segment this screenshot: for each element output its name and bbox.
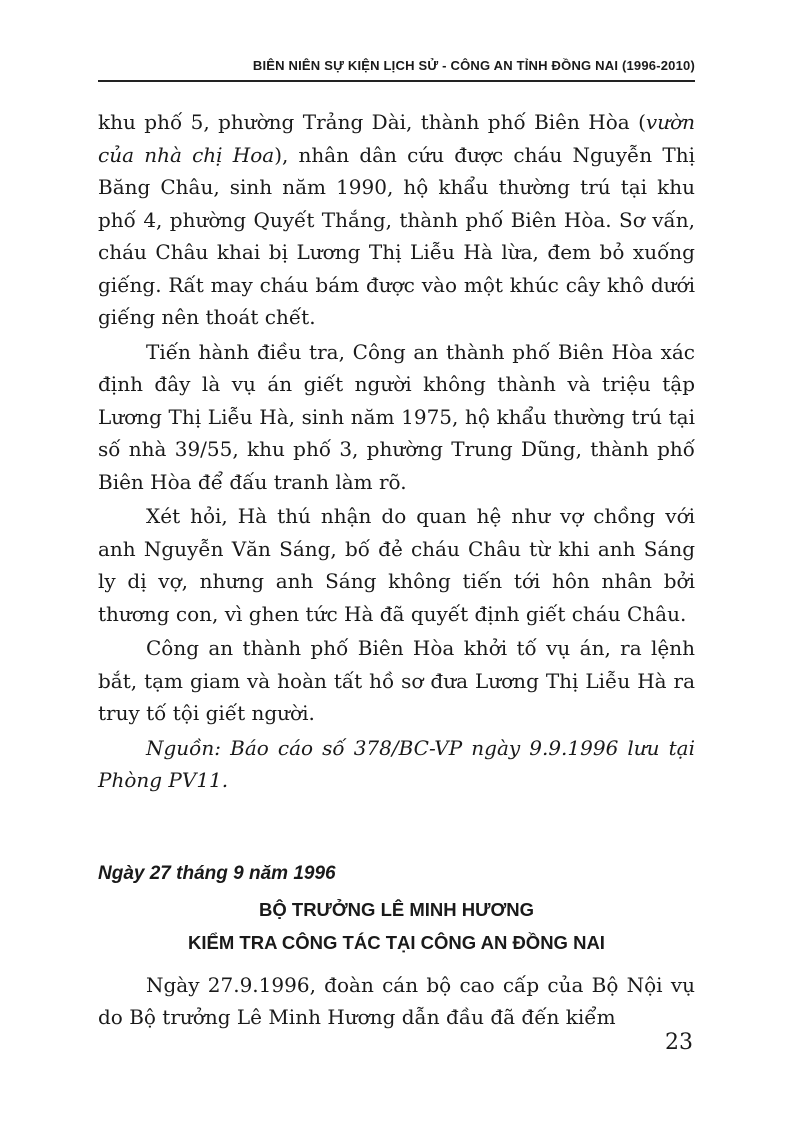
entry-title-line-2: KIỂM TRA CÔNG TÁC TẠI CÔNG AN ĐỒNG NAI bbox=[188, 931, 605, 953]
page-number: 23 bbox=[665, 1030, 693, 1055]
paragraph-interrogation: Xét hỏi, Hà thú nhận do quan hệ như vợ chồng với anh Nguyễn Văn Sáng, bố đẻ cháu Châu từ khi anh Sáng ly dị vợ, nhưng anh Sáng không tiến tới hôn nhân bởi thương con, vì ghen tức Hà đã quyết định giết cháu Châu. bbox=[98, 504, 695, 626]
paragraph-text: khu phố 5, phường Trảng Dài, thành phố Biên Hòa ( bbox=[98, 110, 646, 134]
paragraph-investigation: Tiến hành điều tra, Công an thành phố Biên Hòa xác định đây là vụ án giết người không thành và triệu tập Lương Thị Liễu Hà, sinh năm 1975, hộ khẩu thường trú tại số nhà 39/55, khu phố 3, phường Trung Dũng, thành phố Biên Hòa để đấu tranh làm rõ. bbox=[98, 339, 695, 494]
paragraph-italic-text: vườn của nhà chị Hoa bbox=[98, 110, 695, 167]
paragraph-continued bbox=[98, 106, 695, 334]
running-header: BIÊN NIÊN SỰ KIỆN LỊCH SỬ - CÔNG AN TỈNH ĐỒNG NAI (1996-2010) bbox=[252, 58, 695, 73]
page-body bbox=[98, 106, 695, 1034]
entry-title-line-1: BỘ TRƯỞNG LÊ MINH HƯƠNG bbox=[259, 898, 534, 920]
source-citation: Nguồn: Báo cáo số 378/BC-VP ngày 9.9.1996 lưu tại Phòng PV11. bbox=[98, 735, 695, 792]
paragraph-text: ), nhân dân cứu được cháu Nguyễn Thị Băng Châu, sinh năm 1990, hộ khẩu thường trú tại khu phố 4, phường Quyết Thắng, thành phố Biên Hòa. Sơ vấn, cháu Châu khai bị Lương Thị Liễu Hà lừa, đem bỏ xuống giếng. Rất may cháu bám được vào một khúc cây khô dưới giếng nên thoát chết. bbox=[98, 142, 695, 329]
header-divider bbox=[98, 80, 695, 82]
paragraph-entry-body: Ngày 27.9.1996, đoàn cán bộ cao cấp của Bộ Nội vụ do Bộ trưởng Lê Minh Hương dẫn đầu đã đến kiểm bbox=[98, 972, 695, 1029]
paragraph-prosecution: Công an thành phố Biên Hòa khởi tố vụ án, ra lệnh bắt, tạm giam và hoàn tất hồ sơ đưa Lương Thị Liễu Hà ra truy tố tội giết người. bbox=[98, 636, 695, 725]
entry-date: Ngày 27 tháng 9 năm 1996 bbox=[98, 862, 336, 884]
entry-title bbox=[98, 893, 695, 959]
